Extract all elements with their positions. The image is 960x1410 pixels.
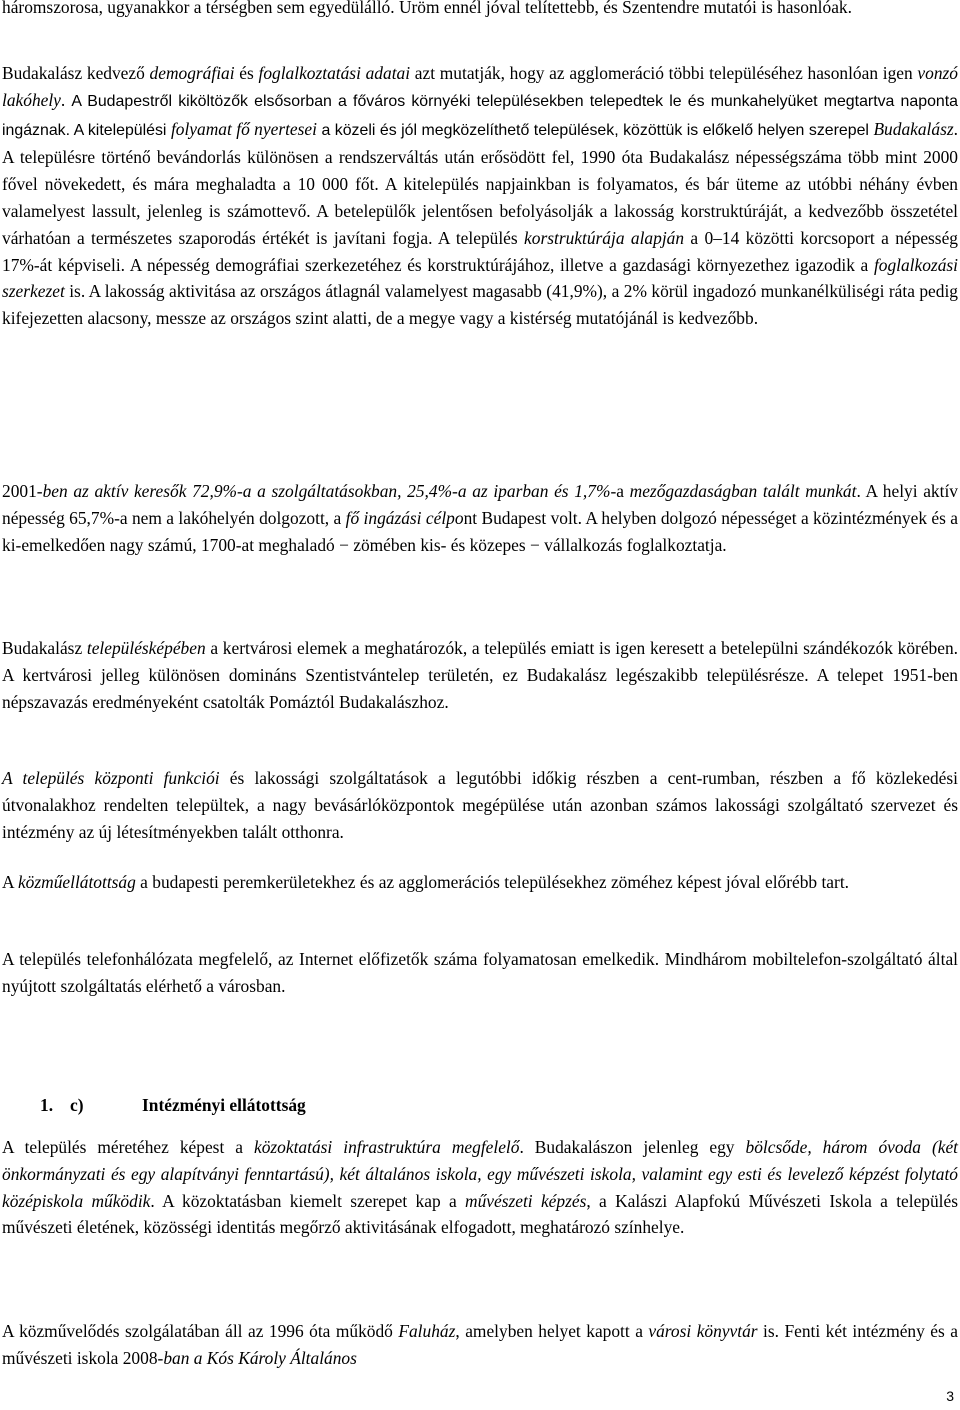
emphasized-text: Budakalász [873,118,954,139]
text-run: , amelyben helyet kapott a [455,1321,649,1341]
emphasized-text: korstruktúrája alapján [524,227,685,248]
emphasized-text: városi könyvtár [648,1321,758,1341]
text-run: A Budapestről kiköltözők elsősorban a főváros környéki településekben telepedtek le és munkahelyüket megtartva naponta ingáznak. A kitelepülési [2,92,958,139]
para-telecom [2,946,958,1000]
section-heading [40,1092,306,1118]
text-run: A közművelődés szolgálatában áll az 1996 óta működő [2,1321,399,1341]
text-run: a budapesti peremkerületekhez és az agglomerációs településekhez zöméhez képest jóval előrébb tart. [135,872,849,892]
emphasized-text: fő ingázási célpo [345,507,464,528]
emphasized-text: ban a Kós Károly Általános [163,1347,357,1368]
text-run: és lakossági szolgáltatások a legutóbbi időkig részben a cent-rumban, részben a fő közlekedési útvonalakhoz rendelten települtek, a nagy bevásárlóközpontok megépülése után azonban számos lakossági szolgáltató szervezet és intézmény az új létesítményekben talált otthonra. [2,768,958,842]
text-run: a kertvárosi elemek a meghatározók, a település emiatt is igen keresett a betelepülni szándékozók körében. A kertvárosi jelleg különösen domináns Szentistvántelep területén, ez Budakalász legészakibb településrésze. A telepet 1951-ben népszavazás eredményeként csatolták Pomáztól Budakalászhoz. [2,638,958,712]
text-run: és [234,63,259,83]
heading-subsection: c) [70,1095,84,1115]
text-run: A település telefonhálózata megfelelő, az Internet előfizetők száma folyamatosan emelkedik. Mindhárom mobiltelefon-szolgáltató által nyújtott szolgáltatás elérhető a városban. [2,949,958,996]
text-run: a közeli és jól megközelíthető települések, közöttük is előkelő helyen szerepel [316,121,874,139]
emphasized-text: demográfiai [149,63,235,83]
emphasized-text: művészeti képzés [465,1190,587,1211]
text-run: azt mutatják, hogy az agglomeráció többi településéhez hasonlóan igen [410,63,918,83]
text-run: , a Kalászi Alapfokú Művészeti Iskola a település művészeti életének, közösségi identitás megőrző aktivitásának elfogadott, meghatározó színhelye. [2,1190,958,1238]
text-run: A település méretéhez képest a [2,1137,254,1157]
emphasized-text: közműellátottság [17,872,136,892]
text-run: a [616,481,630,501]
page-number: 3 [946,1388,954,1404]
para-demographics [2,60,958,332]
emphasized-text: folyamat fő nyertesei [170,118,317,139]
para-townscape [2,635,958,715]
text-run: . Budakalászon jelenleg egy [519,1137,746,1157]
emphasized-text: Faluház [398,1321,456,1341]
text-run: 2001- [2,481,43,501]
heading-number: 1. [40,1095,54,1115]
text-run: . A településre történő bevándorlás különösen a rendszerváltás után erősödött fel, 1990 óta Budakalász népességszáma több mint 2000 fővel növekedett, és mára meghaladta a 10 000 főt. A kitelepülés napjainkban is folyamatos, és bár üteme az utóbbi néhány évben valamelyest lassult, jelenleg is számottevő. A betelepülők jelentősen befolyásolják a lakosság korstruktúráját, a kedvezőbb összetétel várhatóan a természetes szaporodás értékét is javítani fogja. A település [2,118,958,248]
text-run: háromszorosa, ugyanakkor a térségben sem egyedülálló. Üröm ennél jóval telítettebb, és Szentendre mutatói is hasonlóak. [2,0,852,17]
text-run: is. A lakosság aktivitása az országos átlagnál valamelyest magasabb (41,9%), a 2% körül ingadozó munkanélküliségi ráta pedig kifejezetten alacsony, messze az országos szint alatti, de a megye vagy a kistérség mutatójánál is kedvezőbb. [2,281,958,329]
para-education [2,1134,958,1241]
emphasized-text: mezőgazdaságban talált munkát [629,481,857,501]
text-run: Budakalász [2,638,87,658]
para-employment [2,478,958,558]
para-utilities [2,869,958,896]
text-run: . [60,89,72,110]
text-run: . A közoktatásban kiemelt szerepet kap a [150,1190,466,1211]
emphasized-text: foglalkoztatási adatai [258,63,411,83]
emphasized-text: foglalkozási szerkezet [2,254,958,302]
para-central-functions [2,765,958,845]
para-intro-tail [2,0,958,21]
emphasized-text: településképében [86,638,206,658]
text-run: A [2,872,18,892]
emphasized-text: ben az aktív keresők 72,9%-a a szolgáltatásokban, 25,4%-a az iparban és 1,7%- [42,481,617,501]
heading-title: Intézményi ellátottság [142,1095,306,1115]
para-culture [2,1318,958,1372]
text-run: Budakalász kedvező [2,63,150,83]
text-run: is. Fenti két intézmény és a művészeti iskola 2008- [2,1321,958,1368]
text-run: a 0–14 közötti korcsoport a népesség 17%-át képviseli. A népesség demográfiai szerkezetéhez és korstruktúrájához, illetve a gazdasági környezethez igazodik a [2,227,958,275]
text-run: nt Budapest volt. A helyben dolgozó népességet a közintézmények és a ki-emelkedően nagy számú, 1700-at meghaladó − zömében kis- és közepes − vállalkozás foglalkoztatja. [2,507,958,555]
text-run: . A helyi aktív népesség 65,7%-a nem a lakóhelyén dolgozott, a [2,481,958,528]
emphasized-text: vonzó lakóhely [2,63,958,110]
emphasized-text: A település központi funkciói [2,768,220,788]
emphasized-text: bölcsőde, három óvoda (két önkormányzati és egy alapítványi fenntartású), két általános iskola, egy művészeti iskola, valamint egy esti és levelező képzést folytató középiskola működik [2,1137,959,1211]
emphasized-text: közoktatási infrastruktúra megfelelő [254,1137,520,1157]
